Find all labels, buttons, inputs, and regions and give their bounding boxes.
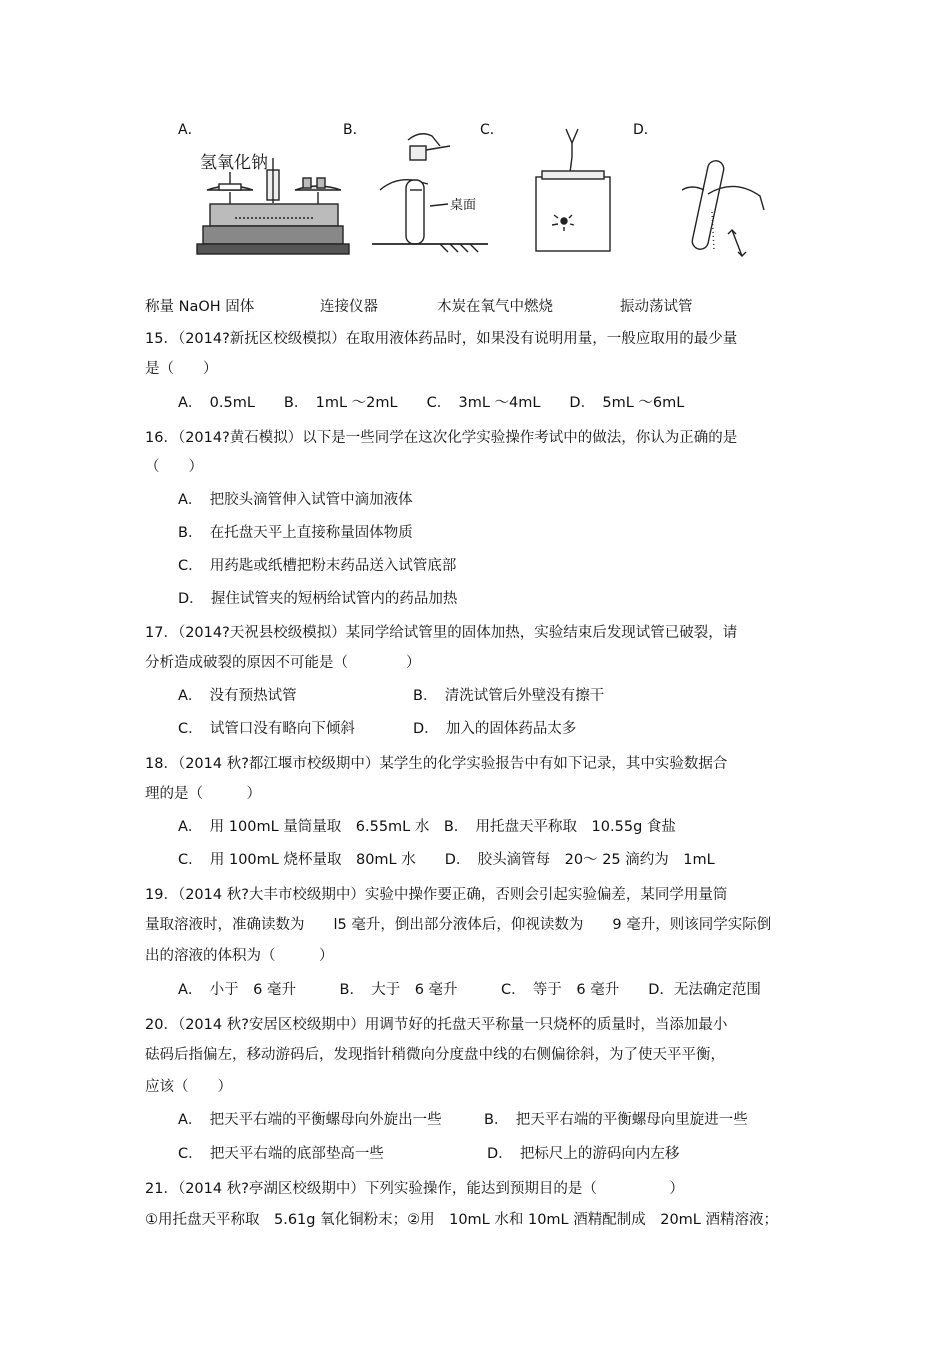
option-a-letter: A． bbox=[178, 122, 202, 138]
q19-options: A． 小于 6 毫升 B． 大于 6 毫升 C． 等于 6 毫升 D．无法确定范围 bbox=[178, 982, 761, 998]
charcoal-burning-figure bbox=[528, 125, 618, 255]
q20-stem-line1: 20．（2014 秋?安居区校级期中）用调节好的托盘天平称量一只烧杯的质量时，当添加最小 bbox=[145, 1017, 728, 1033]
naoh-label: 氢氧化钠 bbox=[200, 153, 268, 173]
q16-option-b: B． 在托盘天平上直接称量固体物质 bbox=[178, 525, 413, 541]
option-d-letter: D． bbox=[633, 122, 658, 138]
connecting-apparatus-figure bbox=[370, 128, 490, 253]
q18-stem-line2: 理的是（ ） bbox=[145, 786, 261, 802]
q17-option-c: C． 试管口没有略向下倾斜 bbox=[178, 721, 355, 737]
q19-stem-line3: 出的溶液的体积为（ ） bbox=[145, 948, 334, 964]
charcoal-drawing bbox=[528, 125, 618, 255]
q17-stem-line2: 分析造成破裂的原因不可能是（ ） bbox=[145, 655, 421, 671]
q16-option-c: C． 用药匙或纸槽把粉末药品送入试管底部 bbox=[178, 558, 457, 574]
q18-options-ab: A． 用 100mL 量筒量取 6.55mL 水 B． 用托盘天平称取 10.55g 食盐 bbox=[178, 819, 676, 835]
q20-option-a: A． 把天平右端的平衡螺母向外旋出一些 bbox=[178, 1112, 442, 1128]
q15-options: A． 0.5mL B． 1mL ～2mL C． 3mL ～4mL D． 5mL ～6mL bbox=[178, 395, 685, 411]
caption-c: 木炭在氧气中燃烧 bbox=[437, 299, 553, 315]
q18-stem-line1: 18．（2014 秋?都江堰市校级期中）某学生的化学实验报告中有如下记录，其中实验数据合 bbox=[145, 756, 728, 772]
option-b-letter: B． bbox=[343, 122, 367, 138]
q17-option-d: D． 加入的固体药品太多 bbox=[413, 721, 577, 737]
shake-test-tube-figure bbox=[672, 150, 772, 265]
caption-b: 连接仪器 bbox=[320, 299, 378, 315]
q16-option-a: A． 把胶头滴管伸入试管中滴加液体 bbox=[178, 492, 413, 508]
q18-options-cd: C． 用 100mL 烧杯量取 80mL 水 D． 胶头滴管每 20～ 25 滴约为 1mL bbox=[178, 852, 715, 868]
caption-d: 振动荡试管 bbox=[620, 299, 693, 315]
q20-stem-line3: 应该（ ） bbox=[145, 1079, 232, 1095]
q16-stem-line1: 16．（2014?黄石模拟）以下是一些同学在这次化学实验操作考试中的做法，你认为正确的是 bbox=[145, 430, 738, 446]
q15-stem-line1: 15．（2014?新抚区校级模拟）在取用液体药品时，如果没有说明用量，一般应取用的最少量 bbox=[145, 331, 738, 347]
connecting-drawing bbox=[370, 128, 490, 253]
q17-option-b: B． 清洗试管后外壁没有擦干 bbox=[413, 688, 605, 704]
q17-stem-line1: 17．（2014?天祝县校级模拟）某同学给试管里的固体加热，实验结束后发现试管已破裂，请 bbox=[145, 625, 738, 641]
q20-option-c: C． 把天平右端的底部垫高一些 bbox=[178, 1146, 384, 1162]
desk-label: 桌面 bbox=[450, 198, 477, 213]
q17-option-a: A． 没有预热试管 bbox=[178, 688, 297, 704]
q21-stem-line2: ①用托盘天平称取 5.61g 氧化铜粉末；②用 10mL 水和 10mL 酒精配制成 20mL 酒精溶液； bbox=[145, 1212, 778, 1228]
q20-option-d: D． 把标尺上的游码向内左移 bbox=[487, 1146, 680, 1162]
caption-a: 称量 NaOH 固体 bbox=[145, 299, 255, 315]
q20-option-b: B． 把天平右端的平衡螺母向里旋进一些 bbox=[484, 1112, 748, 1128]
q20-stem-line2: 砝码后指偏左，移动游码后，发现指针稍微向分度盘中线的右侧偏徐斜，为了使天平平衡， bbox=[145, 1047, 725, 1063]
option-c-letter: C． bbox=[480, 122, 504, 138]
q15-stem-line2: 是（ ） bbox=[145, 361, 218, 377]
q16-option-d: D． 握住试管夹的短柄给试管内的药品加热 bbox=[178, 591, 458, 607]
q19-stem-line1: 19．（2014 秋?大丰市校级期中）实验中操作要正确，否则会引起实验偏差，某同学用量筒 bbox=[145, 887, 728, 903]
q19-stem-line2: 量取溶液时，准确读数为 l5 毫升，倒出部分液体后，仰视读数为 9 毫升，则该同学实际倒 bbox=[145, 917, 772, 933]
q21-stem-line1: 21．（2014 秋?亭湖区校级期中）下列实验操作，能达到预期目的是（ ） bbox=[145, 1181, 684, 1197]
balance-figure bbox=[195, 148, 345, 263]
q16-stem-line2: （ ） bbox=[145, 459, 203, 475]
shaking-drawing bbox=[672, 150, 772, 265]
